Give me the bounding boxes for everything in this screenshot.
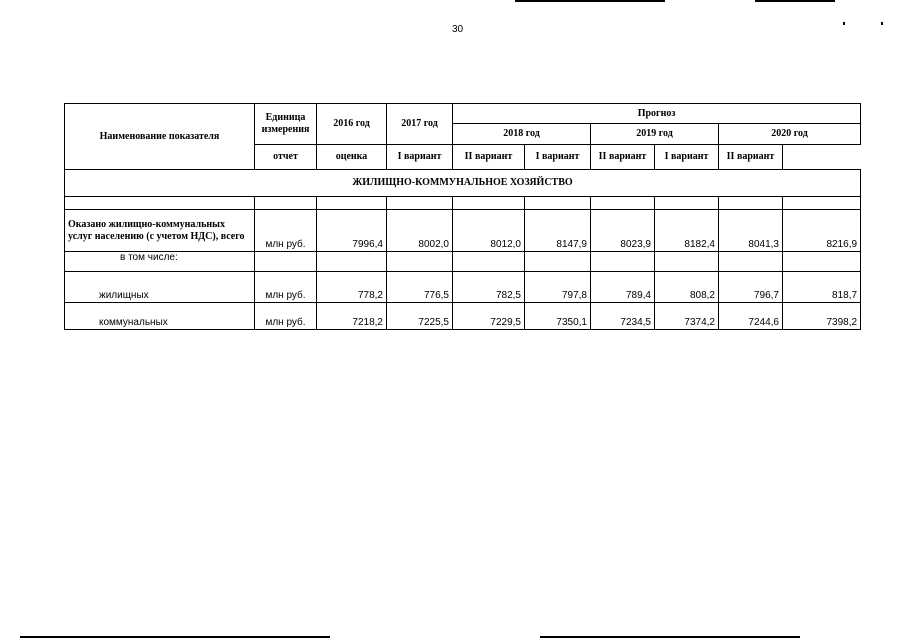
header-2018-variant-2: II вариант bbox=[453, 145, 525, 170]
header-2019-variant-1: I вариант bbox=[525, 145, 591, 170]
section-row bbox=[65, 170, 861, 197]
header-2020: 2020 год bbox=[719, 124, 861, 145]
scan-speck bbox=[843, 22, 845, 25]
cell-2020-v1: 7244,6 bbox=[719, 303, 783, 330]
cell-2017: 8002,0 bbox=[387, 210, 453, 252]
table-row bbox=[65, 252, 861, 272]
row-name: жилищных bbox=[65, 272, 255, 303]
cell-2016: 7218,2 bbox=[317, 303, 387, 330]
cell-2020-v1: 796,7 bbox=[719, 272, 783, 303]
header-report: отчет bbox=[255, 145, 317, 170]
table-row bbox=[65, 272, 861, 303]
header-2020-variant-1: I вариант bbox=[655, 145, 719, 170]
header-unit: Единица измерения bbox=[255, 104, 317, 145]
scan-edge-bottom bbox=[20, 636, 330, 638]
cell-2020-v1: 8041,3 bbox=[719, 210, 783, 252]
page-number: 30 bbox=[452, 24, 464, 35]
section-title: ЖИЛИЩНО-КОММУНАЛЬНОЕ ХОЗЯЙСТВО bbox=[65, 170, 861, 197]
header-2020-variant-2: II вариант bbox=[719, 145, 783, 170]
header-2018-variant-1: I вариант bbox=[387, 145, 453, 170]
cell-2016: 7996,4 bbox=[317, 210, 387, 252]
cell-2018-v1: 8012,0 bbox=[453, 210, 525, 252]
row-name: в том числе: bbox=[65, 252, 255, 272]
scan-edge-top bbox=[515, 0, 665, 2]
cell-2019-v1: 8023,9 bbox=[591, 210, 655, 252]
cell-2018-v1: 782,5 bbox=[453, 272, 525, 303]
header-row-1 bbox=[65, 104, 861, 124]
cell-2017: 776,5 bbox=[387, 272, 453, 303]
cell-2020-v2: 7398,2 bbox=[783, 303, 861, 330]
forecast-table bbox=[64, 103, 861, 330]
row-unit: млн руб. bbox=[255, 210, 317, 252]
table-row bbox=[65, 210, 861, 252]
cell-2019-v2: 808,2 bbox=[655, 272, 719, 303]
header-forecast: Прогноз bbox=[453, 104, 861, 124]
spacer-row bbox=[65, 197, 861, 210]
table-row bbox=[65, 303, 861, 330]
row-name: Оказано жилищно-коммунальных услуг населению (с учетом НДС), всего bbox=[65, 210, 255, 252]
cell-2019-v2: 8182,4 bbox=[655, 210, 719, 252]
cell-2018-v2: 8147,9 bbox=[525, 210, 591, 252]
row-name: коммунальных bbox=[65, 303, 255, 330]
scan-speck bbox=[881, 22, 883, 25]
cell-2016: 778,2 bbox=[317, 272, 387, 303]
cell-2019-v1: 789,4 bbox=[591, 272, 655, 303]
cell-2019-v1: 7234,5 bbox=[591, 303, 655, 330]
header-2019: 2019 год bbox=[591, 124, 719, 145]
cell-2018-v2: 797,8 bbox=[525, 272, 591, 303]
scan-edge-top-right bbox=[755, 0, 835, 2]
header-2016: 2016 год bbox=[317, 104, 387, 145]
cell-2020-v2: 818,7 bbox=[783, 272, 861, 303]
header-2017: 2017 год bbox=[387, 104, 453, 145]
header-2019-variant-2: II вариант bbox=[591, 145, 655, 170]
cell-2020-v2: 8216,9 bbox=[783, 210, 861, 252]
cell-2017: 7225,5 bbox=[387, 303, 453, 330]
cell-2018-v1: 7229,5 bbox=[453, 303, 525, 330]
row-unit: млн руб. bbox=[255, 303, 317, 330]
cell-2018-v2: 7350,1 bbox=[525, 303, 591, 330]
header-2018: 2018 год bbox=[453, 124, 591, 145]
row-unit: млн руб. bbox=[255, 272, 317, 303]
header-name: Наименование показателя bbox=[65, 104, 255, 170]
scan-edge-bottom-right bbox=[540, 636, 800, 638]
cell-2019-v2: 7374,2 bbox=[655, 303, 719, 330]
header-estimate: оценка bbox=[317, 145, 387, 170]
